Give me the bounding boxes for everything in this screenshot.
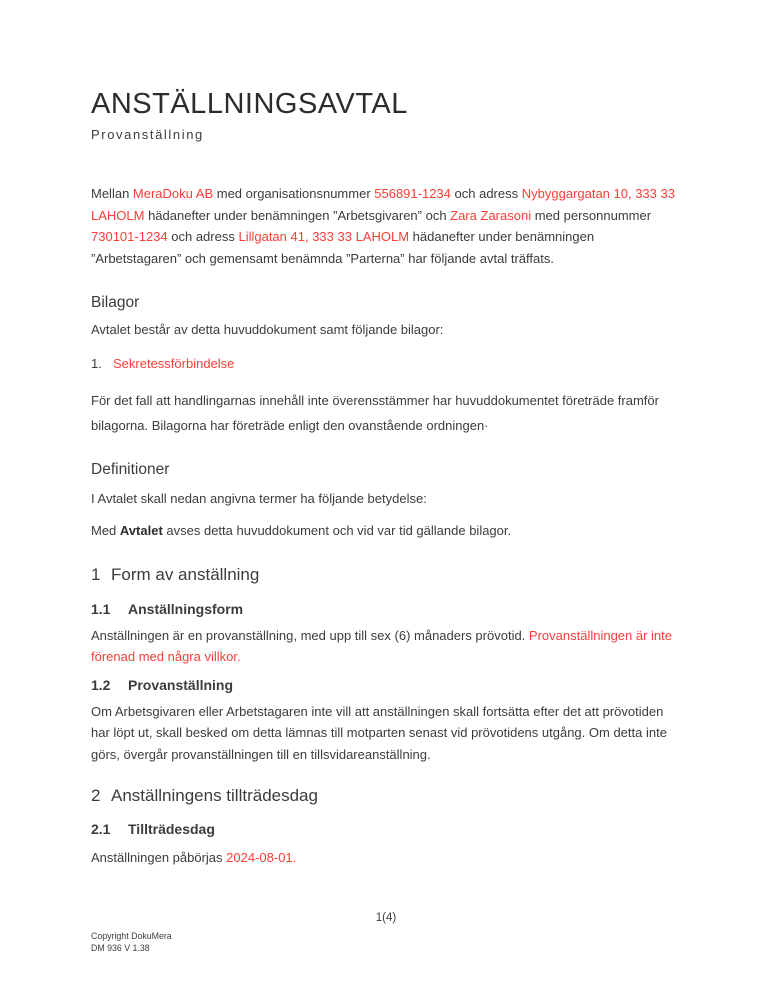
- page-title: ANSTÄLLNINGSAVTAL: [91, 88, 408, 120]
- subsection-1-1-title: Anställningsform: [128, 600, 244, 617]
- section-1-title: Form av anställning: [111, 564, 260, 584]
- attachment-name-text: Sekretessförbindelse: [113, 355, 235, 371]
- subsection-1-2-number: 1.2: [91, 676, 111, 693]
- section-heading-bilagor: Bilagor: [91, 294, 140, 311]
- section-2-heading: [91, 785, 683, 806]
- document-content: [91, 0, 683, 869]
- page-number: 1(4): [375, 912, 397, 924]
- subsection-1-1-number: 1.1: [91, 600, 111, 617]
- precedence-paragraph: För det fall att handlingarnas innehåll inte överensstämmer har huvuddokumentet företräde framför bilagorna. Bilagorna har företräde enligt den ovanstående ordningen·: [91, 392, 659, 433]
- subsection-2-1-title: Tillträdesdag: [128, 821, 215, 837]
- page-subtitle: Provanställning: [91, 127, 204, 142]
- attachment-list-number: 1.: [91, 355, 102, 371]
- subsection-1-1-heading: [91, 601, 683, 618]
- subsection-1-2-title: Provanställning: [128, 676, 234, 693]
- bilagor-intro-paragraph: Avtalet består av detta huvuddokument samt följande bilagor:: [91, 322, 444, 337]
- start-date-paragraph: Anställningen påbörjas 2024-08-01.: [91, 850, 297, 865]
- subsection-2-1-heading: [91, 821, 683, 838]
- parties-intro-paragraph: Mellan MeraDoku AB med organisationsnummer 556891-1234 och adress Nybyggargatan 10, 333 33 LAHOLM hädanefter under benämningen ”Arbetsgivaren” och Zara Zarasoni med personnummer 730101-1234 och adress Lillgatan 41, 333 33 LAHOLM hädanefter under benämningen ”Arbetstagaren” och gemensamt benämnda ”Parterna” har följande avtal träffats.: [91, 186, 675, 266]
- footer-copyright-block: [91, 931, 172, 955]
- copyright-line: Copyright DokuMera: [91, 931, 172, 941]
- section-1-heading: [91, 564, 683, 585]
- avtalet-definition-paragraph: Med Avtalet avses detta huvuddokument och vid var tid gällande bilagor.: [91, 523, 512, 538]
- subsection-2-1-number: 2.1: [91, 821, 111, 837]
- employment-form-paragraph: Anställningen är en provanställning, med upp till sex (6) månaders prövotid. Provanställningen är inte förenad med några villkor.: [91, 627, 672, 664]
- attachment-list-item: [91, 353, 683, 374]
- document-version-line: DM 936 V 1.38: [91, 942, 150, 953]
- section-1-number: 1: [91, 564, 101, 584]
- subsection-1-2-heading: [91, 677, 683, 694]
- definitions-intro-paragraph: I Avtalet skall nedan angivna termer ha följande betydelse:: [91, 490, 427, 506]
- section-2-number: 2: [91, 786, 101, 805]
- probation-terms-paragraph: Om Arbetsgivaren eller Arbetstagaren inte vill att anställningen skall fortsätta efter det att prövotiden har löpt ut, skall besked om detta lämnas till motparten senast vid prövotidens utgång. Om detta inte görs, övergår provanställningen till en tillsvidareanställning.: [91, 703, 667, 762]
- section-heading-definitioner: Definitioner: [91, 460, 170, 478]
- section-2-title: Anställningens tillträdesdag: [111, 786, 318, 805]
